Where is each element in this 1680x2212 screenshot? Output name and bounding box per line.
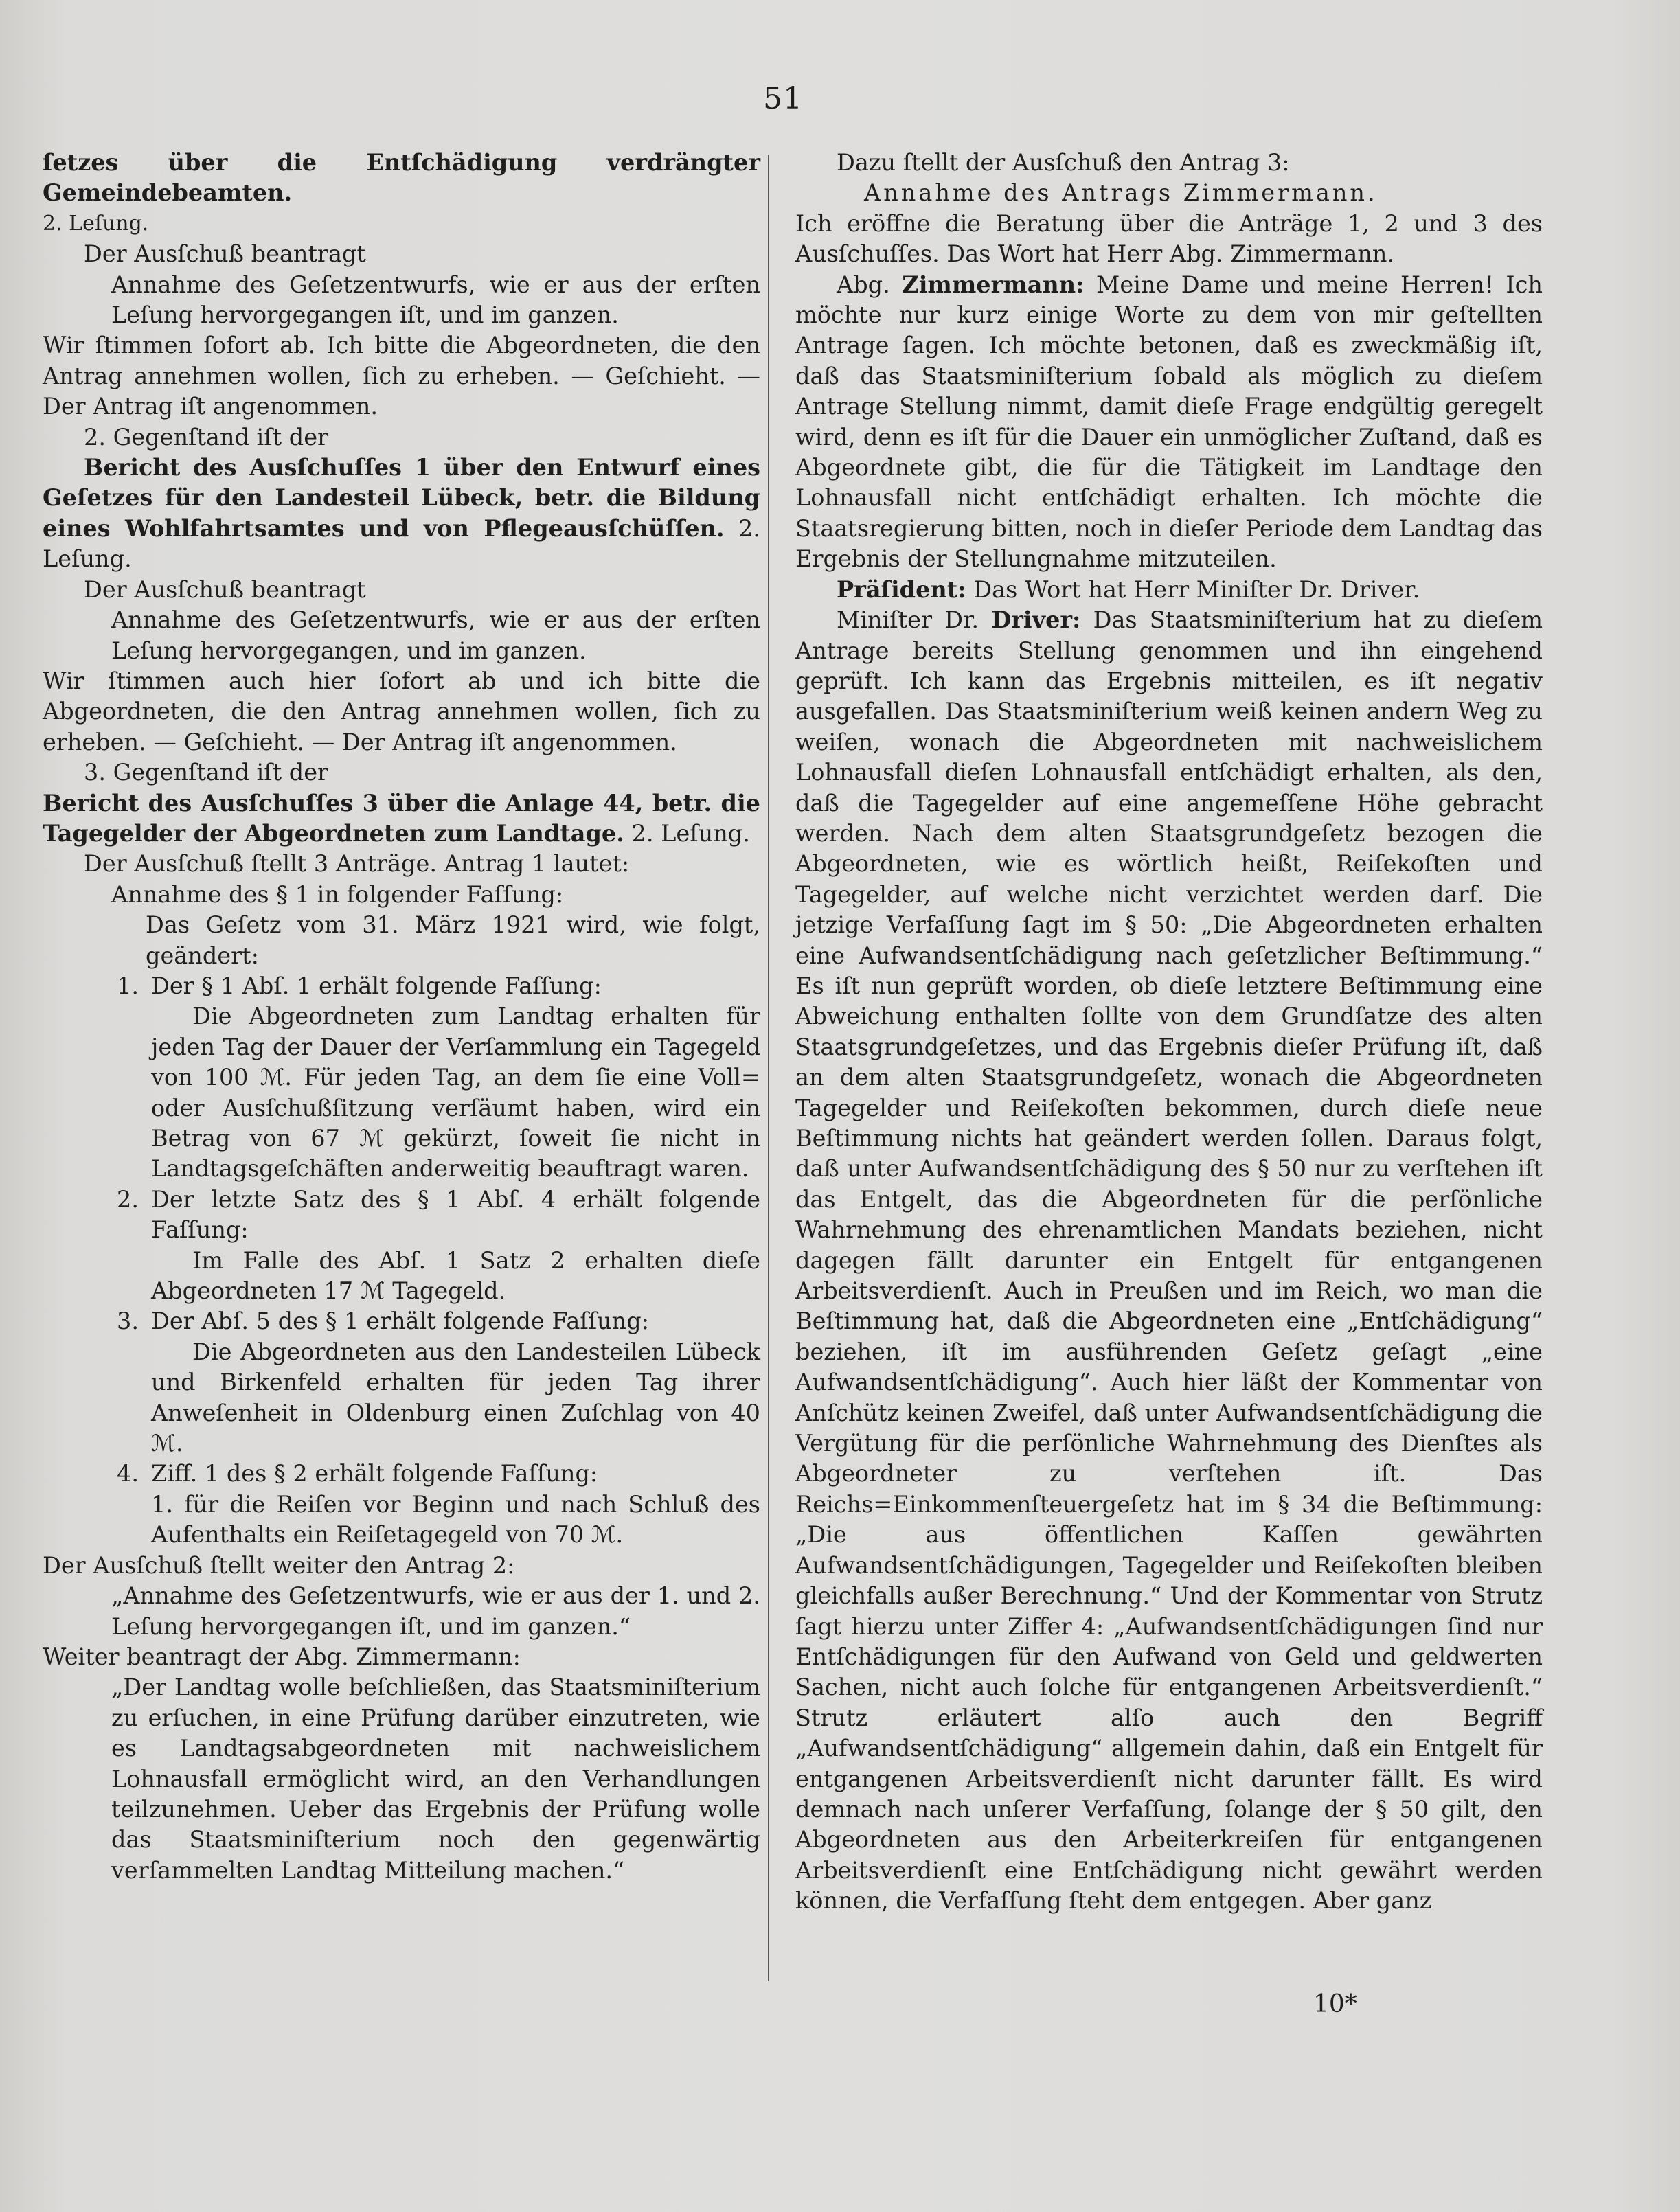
amendment-2-number: 2.: [117, 1185, 139, 1213]
motion-3-intro: Dazu ſtellt der Ausſchuß den Antrag 3:: [837, 149, 1290, 176]
column-divider: [768, 155, 769, 1981]
motion-3-text: Annahme des Antrags Zimmermann.: [864, 179, 1378, 207]
debate-opening: Ich eröffne die Beratung über die Anträge 1, 2 und 3 des Ausſchuſſes. Das Wort hat Herr Abg. Zimmermann.: [795, 209, 1543, 268]
report-title-3: Bericht des Ausſchuſſes 3 über die Anlage 44, betr. die Tagegelder der Abgeordneten zum Landtage.: [43, 789, 760, 847]
page-number: 51: [763, 81, 803, 116]
president-remark: [795, 575, 1543, 605]
amendment-3-title: Der Abſ. 5 des § 1 erhält folgende Faſſung:: [151, 1308, 649, 1335]
speaker-minister-prefix: Miniſter Dr.: [837, 606, 979, 634]
amendment-3-number: 3.: [117, 1308, 139, 1335]
zimmermann-motion-text: „Der Landtag wolle beſchließen, das Staatsminiſterium zu erſuchen, in eine Prüfung darüber einzutreten, wie es Landtagsabgeordneten mit nachweislichem Lohnausfall ermöglicht wird, an den Verhandlungen teilzunehmen. Ueber das Ergebnis der Prüfung wolle das Staatsminiſterium noch den gegenwärtig verſammelten Landtag Mitteilung machen.“: [111, 1674, 760, 1884]
report-heading-1: [43, 453, 760, 575]
driver-speech: [795, 605, 1543, 1916]
amendment-4: [43, 1459, 760, 1550]
amendment-1-number: 1.: [117, 972, 139, 999]
report-title-1: Bericht des Ausſchuſſes 1 über den Entwurf eines Geſetzes für den Landesteil Lübeck, betr. die Bildung eines Wohlfahrtsamtes und von Pflegeausſchüſſen.: [43, 454, 760, 542]
speaker-zimmermann: Zimmermann:: [902, 271, 1085, 298]
speaker-president: Präſident:: [837, 575, 966, 603]
amendment-1-title: Der § 1 Abſ. 1 erhält folgende Faſſung:: [151, 972, 602, 999]
motion-2-text: „Annahme des Geſetzentwurfs, wie er aus der 1. und 2. Leſung hervorgegangen iſt, und im ganzen.“: [111, 1582, 760, 1640]
amendment-3-text: Die Abgeordneten aus den Landesteilen Lübeck und Birkenfeld erhalten für jeden Tag ihrer Anweſenheit in Oldenburg einen Zuſchlag von 40 ℳ.: [151, 1338, 760, 1457]
left-column: [43, 148, 760, 1886]
agenda-item-2: 2. Gegenſtand iſt der: [84, 423, 329, 451]
reading-note-2: 2. Leſung.: [43, 514, 760, 573]
motion-2-intro: Der Ausſchuß ſtellt weiter den Antrag 2:: [43, 1551, 515, 1579]
zimmermann-speech-text: Meine Dame und meine Herren! Ich möchte nur kurz einige Worte zu dem von mir geſtellten Antrage ſagen. Ich möchte betonen, daß es zweckmäßig iſt, daß das Staatsminiſterium ſobald als möglich zu dieſem Antrage Stellung nimmt, damit dieſe Frage endgültig geregelt wird, denn es iſt für die Dauer ein unmöglicher Zuſtand, daß es Abgeordnete gibt, die für die Tätigkeit im Landtage den Lohnausfall nicht entſchädigt erhalten. Ich möchte die Staatsregierung bitten, noch in dieſer Periode dem Landtag das Ergebnis der Stellungnahme mitzuteilen.: [795, 271, 1543, 573]
reading-note: 2. Leſung.: [43, 211, 149, 236]
signature-mark: 10*: [1313, 1990, 1357, 2018]
zimmermann-speech: [795, 270, 1543, 575]
amendment-2: [43, 1185, 760, 1307]
amendment-2-text: Im Falle des Abſ. 1 Satz 2 erhalten dieſe Abgeordneten 17 ℳ Tagegeld.: [151, 1246, 760, 1305]
reading-note-3: 2. Leſung.: [631, 819, 750, 847]
speaker-prefix: Abg.: [837, 271, 890, 298]
amendment-4-number: 4.: [117, 1460, 139, 1487]
zimmermann-motion-intro: Weiter beantragt der Abg. Zimmermann:: [43, 1643, 521, 1670]
report-heading-3: [43, 788, 760, 850]
committee-motion-2: Der Ausſchuß beantragt: [84, 575, 366, 603]
amendment-2-title: Der letzte Satz des § 1 Abſ. 4 erhält folgende Faſſung:: [151, 1185, 760, 1244]
motion-text: Annahme des Geſetzentwurfs, wie er aus der erſten Leſung hervorgegangen iſt, und im ganzen.: [111, 271, 760, 329]
law-amendment-intro: Das Geſetz vom 31. März 1921 wird, wie folgt, geändert:: [146, 911, 760, 969]
agenda-item-3: 3. Gegenſtand iſt der: [84, 759, 329, 786]
amendment-1: [43, 971, 760, 1185]
amendment-4-title: Ziff. 1 des § 2 erhält folgende Faſſung:: [151, 1460, 598, 1487]
section-heading-continued: ſetzes über die Entſchädigung verdrängter Gemeindebeamten.: [43, 149, 760, 207]
speaker-driver: Driver:: [991, 606, 1081, 634]
committee-motions: Der Ausſchuß ſtellt 3 Anträge. Antrag 1 lautet:: [84, 850, 630, 878]
amendment-4-text: 1. für die Reiſen vor Beginn und nach Schluß des Aufenthalts ein Reiſetagegeld von 70 ℳ.: [151, 1490, 760, 1549]
driver-speech-text: Das Staatsminiſterium hat zu dieſem Antrage bereits Stellung genommen und ihn eingehend geprüft. Ich kann das Ergebnis mitteilen, es iſt negativ ausgefallen. Das Staatsminiſterium weiß keinen andern Weg zu weiſen, wonach die Abgeordneten mit nachweislichem Lohnausfall dieſen Lohnausfall entſchädigt erhalten, als den, daß die Tagegelder auf eine angemeſſene Höhe gebracht werden. Nach dem alten Staatsgrundgeſetz bezogen die Abgeordneten, wie es wörtlich heißt, Reiſekoſten und Tagegelder, auf welche nicht verzichtet werden darf. Die jetzige Verfaſſung ſagt im § 50: „Die Abgeordneten erhalten eine Aufwandsentſchädigung nach geſetzlicher Beſtimmung.“ Es iſt nun geprüft worden, ob dieſe letztere Beſtimmung eine Abweichung enthalten ſollte von dem Grundſatze des alten Staatsgrundgeſetzes, und das Ergebnis dieſer Prüfung iſt, daß an dem alten Staatsgrundgeſetz, wonach die Abgeordneten Tagegelder und Reiſekoſten bekommen, durch dieſe neue Beſtimmung nichts hat geändert werden ſollen. Daraus folgt, daß unter Aufwandsentſchädigung des § 50 nur zu verſtehen iſt das Entgelt, das die Abgeordneten für die perſönliche Wahrnehmung des ehrenamtlichen Mandats beziehen, nicht dagegen fällt darunter ein Entgelt für entgangenen Arbeitsverdienſt. Auch in Preußen und im Reich, wo man die Beſtimmung hat, daß die Abgeordneten eine „Entſchädigung“ beziehen, iſt im ausführenden Geſetz geſagt „eine Aufwandsentſchädigung“. Auch hier läßt der Kommentar von Anſchütz keinen Zweifel, daß unter Aufwandsentſchädigung die Vergütung für die perſönliche Wahrnehmung des Dienſtes als Abgeordneter zu verſtehen iſt. Das Reichs=Einkommenſteuergeſetz hat im § 34 die Beſtimmung: „Die aus öffentlichen Kaſſen gewährten Aufwandsentſchädigungen, Tagegelder und Reiſekoſten bleiben gleichfalls außer Berechnung.“ Und der Kommentar von Strutz ſagt hierzu unter Ziffer 4: „Aufwandsentſchädigungen ſind nur Entſchädigungen für den Aufwand von Geld und geldwerten Sachen, nicht auch ſolche für entgangenen Arbeitsverdienſt.“ Strutz erläutert alſo auch den Begriff „Aufwandsentſchädigung“ allgemein dahin, daß ein Entgelt für entgangenen Arbeitsverdienſt nicht darunter fällt. Es wird demnach nach unſerer Verfaſſung, ſolange der § 50 gilt, den Abgeordneten aus den Arbeiterkreiſen für entgangenen Arbeitsverdienſt eine Entſchädigung nicht gewährt werden können, die Verfaſſung ſteht dem entgegen. Aber ganz: [795, 606, 1543, 1915]
motion-1-intro: Annahme des § 1 in folgender Faſſung:: [111, 880, 564, 908]
committee-motion: Der Ausſchuß beantragt: [84, 240, 366, 268]
vote-paragraph: Wir ſtimmen ſofort ab. Ich bitte die Abgeordneten, die den Antrag annehmen wollen, ſich zu erheben. — Geſchieht. — Der Antrag iſt angenommen.: [43, 332, 760, 420]
right-column: [795, 148, 1543, 1917]
amendment-3: [43, 1306, 760, 1459]
motion-text-2: Annahme des Geſetzentwurfs, wie er aus der erſten Leſung hervorgegangen, und im ganzen.: [111, 606, 760, 664]
president-remark-text: Das Wort hat Herr Miniſter Dr. Driver.: [973, 575, 1420, 603]
amendment-1-text: Die Abgeordneten zum Landtag erhalten für jeden Tag der Dauer der Verſammlung ein Tagegeld von 100 ℳ. Für jeden Tag, an dem ſie eine Voll= oder Ausſchußſitzung verſäumt haben, wird ein Betrag von 67 ℳ gekürzt, ſoweit ſie nicht in Landtagsgeſchäften anderweitig beauftragt waren.: [151, 1003, 760, 1183]
vote-paragraph-2: Wir ſtimmen auch hier ſofort ab und ich bitte die Abgeordneten, die den Antrag annehmen wollen, ſich zu erheben. — Geſchieht. — Der Antrag iſt angenommen.: [43, 667, 760, 755]
